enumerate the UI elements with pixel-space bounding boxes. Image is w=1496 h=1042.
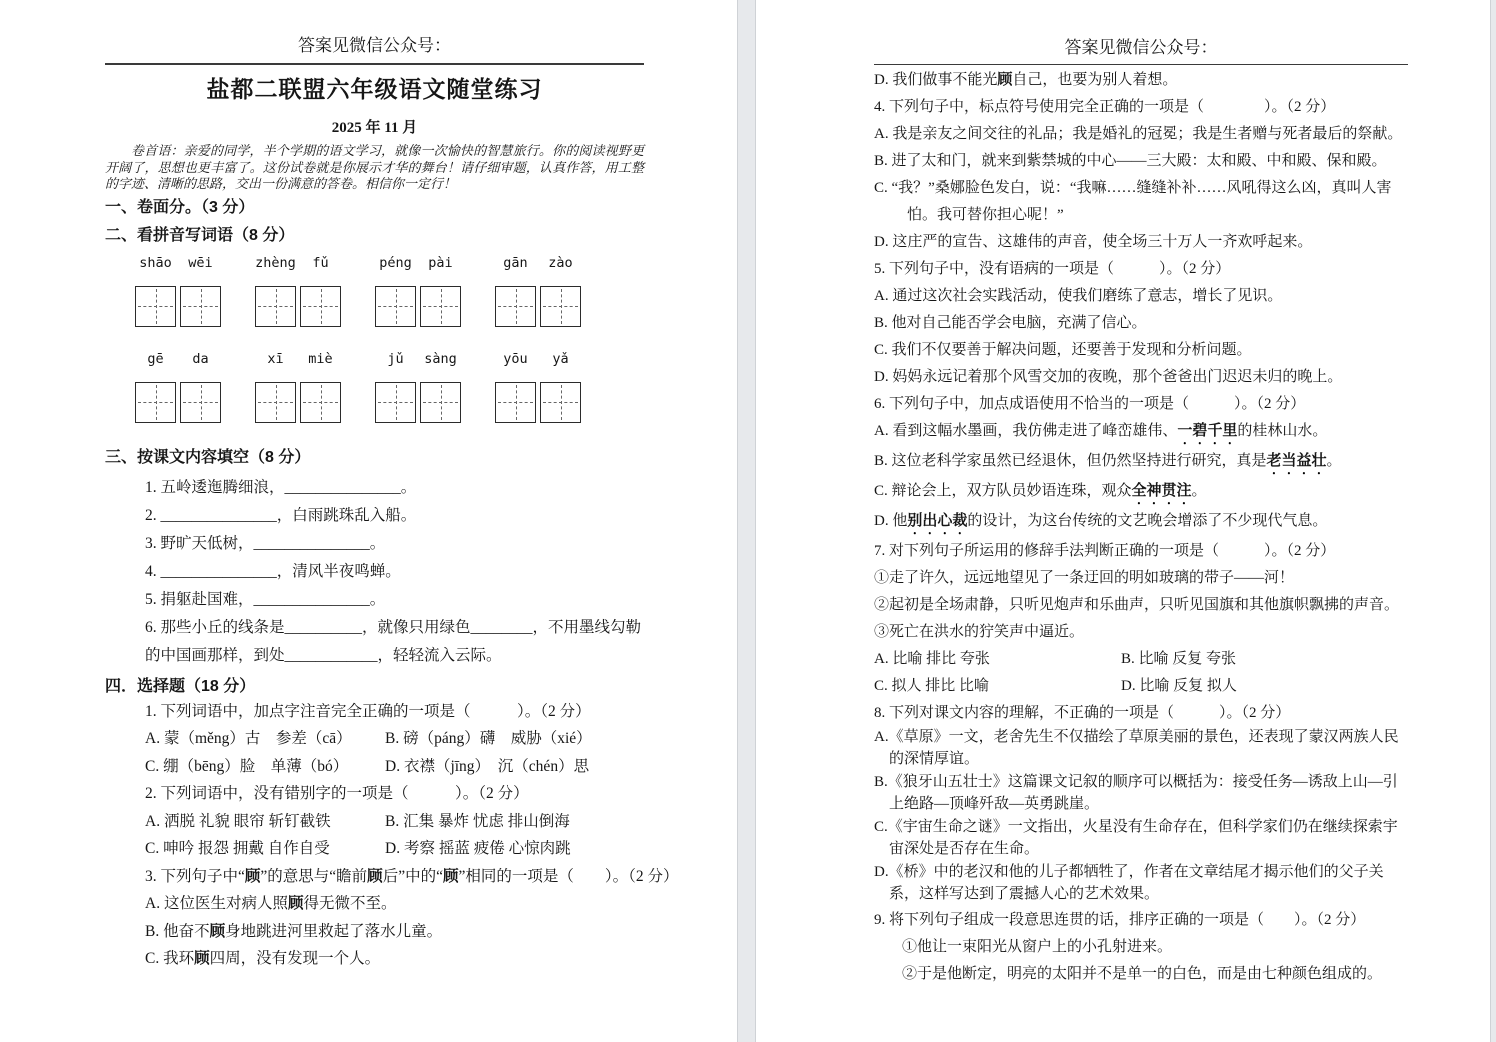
pinyin-group bbox=[255, 255, 341, 327]
exam-title: 盐都二联盟六年级语文随堂练习 bbox=[206, 77, 543, 102]
option-item: C. 绷（bēng）脸 单薄（bó） bbox=[145, 757, 349, 775]
question-stem-q7: 7. 对下列句子所运用的修辞手法判断正确的一项是（ ）。（2 分） bbox=[874, 543, 1336, 559]
pinyin-label: zhèng bbox=[255, 254, 296, 271]
section2-heading: 二、看拼音写词语（8 分） bbox=[105, 226, 295, 244]
numbered-sentence: ②起初是全场肃静，只听见炮声和乐曲声，只听见国旗和其他旗帜飘拂的声音。 bbox=[874, 597, 1400, 613]
option-item: A. 蒙（měng）古 参差（cā） bbox=[145, 730, 352, 747]
pinyin-cell bbox=[420, 351, 461, 423]
pinyin-label: wēi bbox=[188, 254, 213, 271]
option-item: B. 比喻 反复 夸张 bbox=[1121, 651, 1237, 667]
writing-grid-box bbox=[420, 382, 461, 423]
pinyin-cell bbox=[495, 351, 536, 423]
question-stem-q4: 4. 下列句子中，标点符号使用完全正确的一项是（ ）。（2 分） bbox=[874, 99, 1336, 115]
pinyin-label: gān bbox=[503, 254, 528, 271]
pinyin-cell bbox=[375, 351, 416, 423]
question-stem-q1: 1. 下列词语中，加点字注音完全正确的一项是（ ）。（2 分） bbox=[145, 702, 591, 720]
option-item: D. 衣襟（jīng） 沉（chén）思 bbox=[385, 757, 590, 775]
pinyin-cell bbox=[420, 255, 461, 327]
numbered-sentence: ①他让一束阳光从窗户上的小孔射进来。 bbox=[902, 939, 1173, 955]
pinyin-cell bbox=[375, 255, 416, 327]
pinyin-label: yōu bbox=[503, 350, 528, 367]
pinyin-label: pài bbox=[428, 254, 453, 271]
writing-grid-box bbox=[540, 286, 581, 327]
option-row bbox=[145, 753, 644, 781]
pinyin-group bbox=[135, 255, 221, 327]
section1-heading: 一、卷面分。（3 分） bbox=[105, 198, 255, 216]
pinyin-label: yǎ bbox=[552, 350, 569, 367]
pinyin-group bbox=[135, 351, 221, 423]
fill-blank-item: 3. 野旷天低树，_______________。 bbox=[145, 534, 386, 552]
exam-page-1 bbox=[0, 0, 738, 1042]
pinyin-cell bbox=[255, 255, 296, 327]
pinyin-cell bbox=[180, 255, 221, 327]
option-item: C. 呻吟 报怨 拥戴 自作自受 bbox=[145, 840, 330, 857]
pinyin-label: da bbox=[192, 350, 209, 367]
option-item: B. 进了太和门，就来到紫禁城的中心——三大殿：太和殿、中和殿、保和殿。 bbox=[874, 153, 1387, 169]
question-stem-q3: 3. 下列句子中“顾”的意思与“瞻前顾后”中的“顾”相同的一项是（ ）。（2 分） bbox=[145, 867, 679, 885]
pinyin-cell bbox=[540, 351, 581, 423]
option-item: B. 他奋不顾身地跳进河里救起了落水儿童。 bbox=[145, 922, 443, 940]
writing-grid-box bbox=[495, 286, 536, 327]
writing-grid-box bbox=[180, 286, 221, 327]
option-item: C. 我们不仅要善于解决问题，还要善于发现和分析问题。 bbox=[874, 342, 1252, 358]
pinyin-label: sàng bbox=[424, 350, 457, 367]
pinyin-cell bbox=[180, 351, 221, 423]
pinyin-label: jǔ bbox=[387, 350, 404, 367]
option-item: C. 拟人 排比 比喻 bbox=[874, 678, 990, 694]
fill-blank-item: 5. 捐躯赴国难，_______________。 bbox=[145, 590, 386, 608]
fill-blank-item: 6. 那些小丘的线条是__________，就像只用绿色________，不用墨线勾勒 bbox=[145, 618, 642, 636]
option-item: B. 这位老科学家虽然已经退休，但仍然坚持进行研究，真是老当益壮。 bbox=[874, 453, 1342, 469]
writing-grid-box bbox=[180, 382, 221, 423]
fill-blank-item: 4. _______________，清风半夜鸣蝉。 bbox=[145, 562, 401, 580]
pinyin-label: zào bbox=[548, 254, 573, 271]
exam-page-2 bbox=[755, 0, 1491, 1042]
pinyin-group bbox=[375, 351, 461, 423]
section4-heading: 四．选择题（18 分） bbox=[105, 677, 256, 695]
writing-grid-box bbox=[135, 286, 176, 327]
pinyin-label: xī bbox=[267, 350, 284, 367]
option-item: B. 汇集 暴炸 忧虑 排山倒海 bbox=[385, 812, 570, 830]
option-item: A. 比喻 排比 夸张 bbox=[874, 651, 990, 667]
pinyin-row-1 bbox=[135, 255, 581, 327]
pinyin-label: miè bbox=[308, 350, 333, 367]
option-row bbox=[145, 835, 644, 863]
exam-preface: 卷首语：亲爱的同学，半个学期的语文学习，就像一次愉快的智慧旅行。你的阅读视野更开阔了，思想也更丰富了。这份试卷就是你展示才华的舞台！请仔细审题，认真作答，用工整的字迹、清晰的思路，交出一份满意的答卷。相信你一定行！ bbox=[105, 143, 644, 191]
question-stem-q9: 9. 将下列句子组成一段意思连贯的话，排序正确的一项是（ ）。（2 分） bbox=[874, 912, 1366, 928]
fill-blank-item: 1. 五岭逶迤腾细浪，_______________。 bbox=[145, 478, 417, 496]
question-stem-q8: 8. 下列对课文内容的理解，不正确的一项是（ ）。（2 分） bbox=[874, 705, 1291, 721]
writing-grid-box bbox=[135, 382, 176, 423]
pinyin-cell bbox=[135, 351, 176, 423]
option-item: C. 我环顾四周，没有发现一个人。 bbox=[145, 950, 381, 967]
writing-grid-box bbox=[420, 286, 461, 327]
pinyin-group bbox=[255, 351, 341, 423]
page1-header-rule bbox=[105, 63, 644, 65]
option-item: C.《宇宙生命之谜》一文指出，火星没有生命存在，但科学家们仍在继续探索宇宙深处是否存在生命。 bbox=[874, 819, 1398, 857]
question-stem-q5: 5. 下列句子中，没有语病的一项是（ ）。（2 分） bbox=[874, 261, 1231, 277]
page2-header-rule bbox=[874, 64, 1408, 65]
option-item: A. 我是亲友之间交往的礼品；我是婚礼的冠冕；我是生者赠与死者最后的祭献。 bbox=[874, 126, 1403, 142]
writing-grid-box bbox=[375, 286, 416, 327]
pinyin-cell bbox=[135, 255, 176, 327]
option-row bbox=[145, 808, 644, 836]
option-item: D.《桥》中的老汉和他的儿子都牺牲了，作者在文章结尾才揭示他们的父子关系，这样写达到了震撼人心的艺术效果。 bbox=[874, 864, 1384, 902]
section3-heading: 三、按课文内容填空（8 分） bbox=[105, 448, 311, 466]
option-item: D. 妈妈永远记着那个风雪交加的夜晚，那个爸爸出门迟迟未归的晚上。 bbox=[874, 369, 1343, 385]
option-item: D. 我们做事不能光顾自己，也要为别人着想。 bbox=[874, 72, 1178, 88]
pinyin-cell bbox=[540, 255, 581, 327]
pinyin-label: shāo bbox=[139, 254, 172, 271]
option-item: A.《草原》一文，老舍先生不仅描绘了草原美丽的景色，还表现了蒙汉两族人民的深情厚谊。 bbox=[874, 729, 1399, 767]
writing-grid-box bbox=[255, 382, 296, 423]
writing-grid-box bbox=[300, 286, 341, 327]
pinyin-group bbox=[375, 255, 461, 327]
writing-grid-box bbox=[300, 382, 341, 423]
writing-grid-box bbox=[495, 382, 536, 423]
option-item: A. 洒脱 礼貌 眼帘 斩钉截铁 bbox=[145, 812, 331, 830]
option-item: D. 考察 摇蓝 疲倦 心惊肉跳 bbox=[385, 840, 571, 857]
option-row bbox=[145, 725, 644, 753]
pinyin-cell bbox=[300, 351, 341, 423]
option-item: A. 通过这次社会实践活动，使我们磨练了意志，增长了见识。 bbox=[874, 288, 1283, 304]
numbered-sentence: ①走了许久，远远地望见了一条迂回的明如玻璃的带子——河！ bbox=[874, 570, 1295, 586]
writing-grid-box bbox=[540, 382, 581, 423]
writing-grid-box bbox=[375, 382, 416, 423]
question-stem-q2: 2. 下列词语中，没有错别字的一项是（ ）。（2 分） bbox=[145, 785, 529, 802]
fill-blank-item: 2. _______________，白雨跳珠乱入船。 bbox=[145, 506, 417, 524]
pinyin-label: gē bbox=[147, 350, 164, 367]
option-item: A. 这位医生对病人照顾得无微不至。 bbox=[145, 895, 397, 912]
pinyin-cell bbox=[255, 351, 296, 423]
option-item: C. “我？”桑娜脸色发白，说：“我嘛……缝缝补补……风吼得这么凶，真叫人害怕。我可替你担心呢！” bbox=[874, 180, 1392, 223]
fill-blank-item-continuation: 的中国画那样，到处____________，轻轻流入云际。 bbox=[145, 646, 502, 664]
option-item: B. 磅（páng）礴 威胁（xié） bbox=[385, 730, 592, 747]
writing-grid-box bbox=[255, 286, 296, 327]
option-item: C. 辩论会上，双方队员妙语连珠，观众全神贯注。 bbox=[874, 483, 1207, 499]
option-item: A. 看到这幅水墨画，我仿佛走进了峰峦雄伟、一碧千里的桂林山水。 bbox=[874, 423, 1328, 439]
page2-header-note: 答案见微信公众号： bbox=[1064, 38, 1218, 57]
option-item: D. 这庄严的宣告、这雄伟的声音，使全场三十万人一齐欢呼起来。 bbox=[874, 234, 1313, 250]
option-item: B.《狼牙山五壮士》这篇课文记叙的顺序可以概括为：接受任务—诱敌上山—引上绝路—顶峰歼敌—英勇跳崖。 bbox=[874, 774, 1398, 812]
option-row bbox=[874, 646, 1408, 673]
pinyin-group bbox=[495, 255, 581, 327]
fill-blank-list bbox=[105, 474, 644, 670]
pinyin-label: fǔ bbox=[312, 254, 329, 271]
pinyin-group bbox=[495, 351, 581, 423]
option-item: D. 比喻 反复 拟人 bbox=[1121, 678, 1237, 694]
pinyin-row-2 bbox=[135, 351, 581, 423]
exam-date: 2025 年 11 月 bbox=[331, 120, 418, 136]
question-stem-q6: 6. 下列句子中，加点成语使用不恰当的一项是（ ）。（2 分） bbox=[874, 396, 1306, 412]
pinyin-cell bbox=[300, 255, 341, 327]
pinyin-label: péng bbox=[379, 254, 412, 271]
option-item: B. 他对自己能否学会电脑，充满了信心。 bbox=[874, 315, 1147, 331]
numbered-sentence: ③死亡在洪水的狞笑声中逼近。 bbox=[874, 624, 1085, 640]
option-row bbox=[874, 673, 1408, 700]
page1-header-note: 答案见微信公众号： bbox=[298, 36, 451, 55]
pinyin-cell bbox=[495, 255, 536, 327]
numbered-sentence: ②于是他断定，明亮的太阳并不是单一的白色，而是由七种颜色组成的。 bbox=[902, 966, 1383, 982]
option-item: D. 他别出心裁的设计，为这台传统的文艺晚会增添了不少现代气息。 bbox=[874, 513, 1328, 529]
